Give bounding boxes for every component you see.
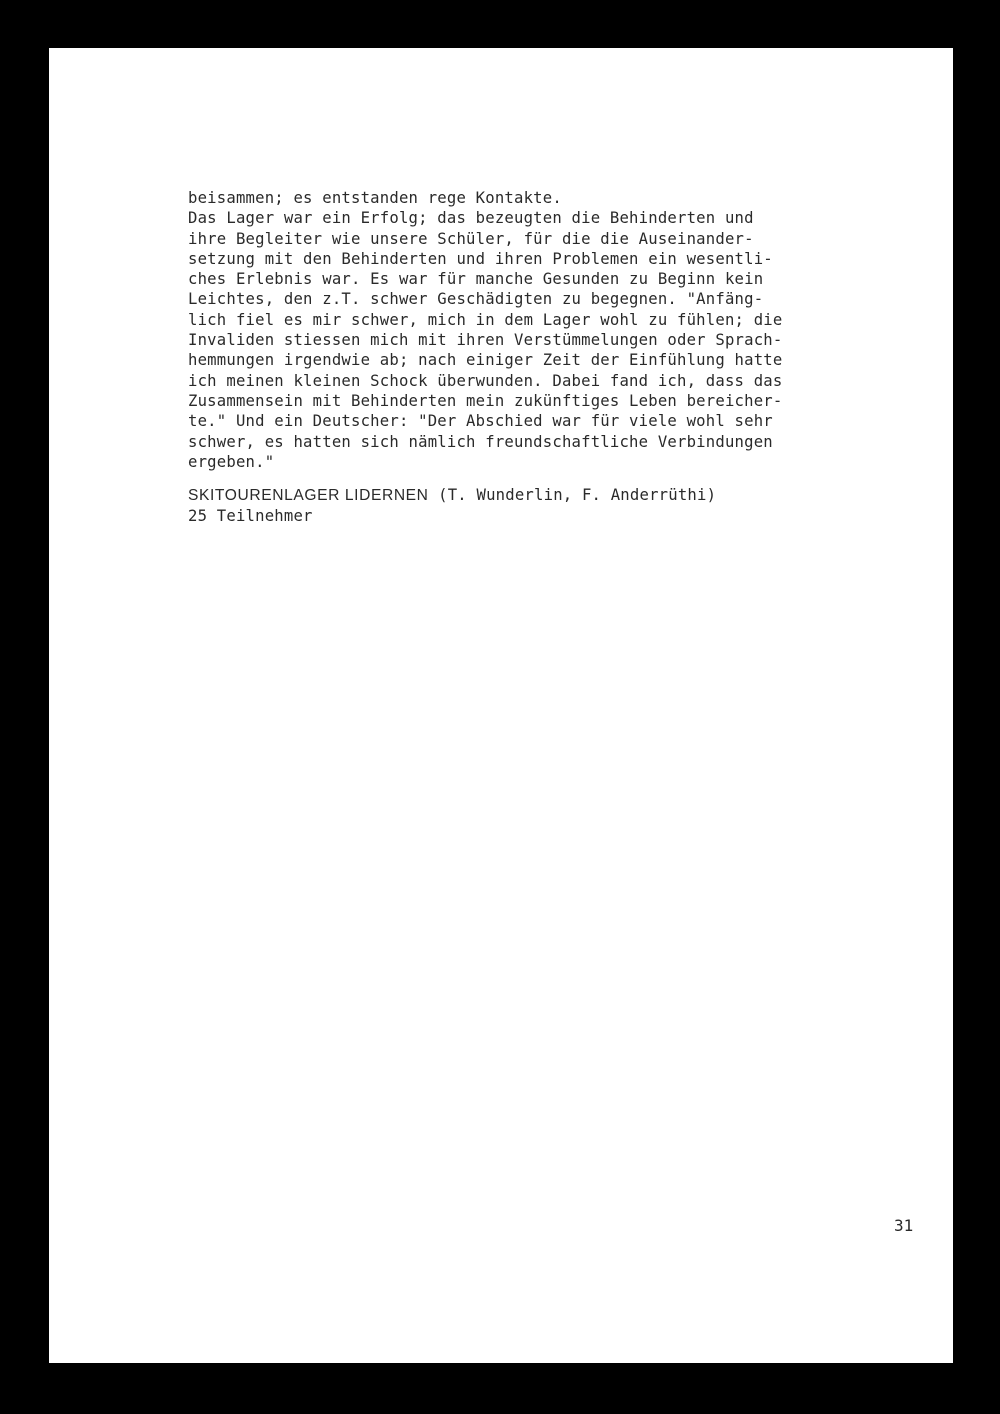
text-line: setzung mit den Behinderten und ihren Problemen ein wesentli- (188, 249, 773, 268)
text-line: ches Erlebnis war. Es war für manche Gesunden zu Beginn kein (188, 270, 764, 289)
document-page (49, 48, 953, 1363)
text-line: schwer, es hatten sich nämlich freundschaftliche Verbindungen (188, 432, 773, 451)
text-line: ich meinen kleinen Schock überwunden. Dabei fand ich, dass das (188, 371, 783, 390)
section-heading (188, 485, 908, 527)
section-title-line (188, 485, 908, 506)
text-line: hemmungen irgendwie ab; nach einiger Zeit der Einfühlung hatte (188, 351, 783, 370)
section-leaders: (T. Wunderlin, F. Anderrüthi) (428, 486, 717, 504)
text-line: beisammen; es entstanden rege Kontakte. (188, 189, 562, 207)
text-line: lich fiel es mir schwer, mich in dem Lager wohl zu fühlen; die (188, 310, 783, 329)
text-line: Invaliden stiessen mich mit ihren Verstümmelungen oder Sprach- (188, 331, 783, 350)
participant-count: 25 Teilnehmer (188, 507, 313, 525)
text-line: Leichtes, den z.T. schwer Geschädigten zu begegnen. "Anfäng- (188, 290, 764, 309)
text-line: Zusammensein mit Behinderten mein zukünftiges Leben bereicher- (188, 391, 783, 410)
text-line: ihre Begleiter wie unsere Schüler, für die die Auseinander- (188, 229, 754, 248)
section-title: SKITOURENLAGER LIDERNEN (188, 487, 429, 504)
text-line: te." Und ein Deutscher: "Der Abschied war für viele wohl sehr (188, 412, 773, 431)
page-number: 31 (894, 1216, 914, 1235)
text-line: Das Lager war ein Erfolg; das bezeugten die Behinderten und (188, 209, 754, 228)
body-text (188, 188, 908, 472)
text-line: ergeben." (188, 452, 275, 471)
